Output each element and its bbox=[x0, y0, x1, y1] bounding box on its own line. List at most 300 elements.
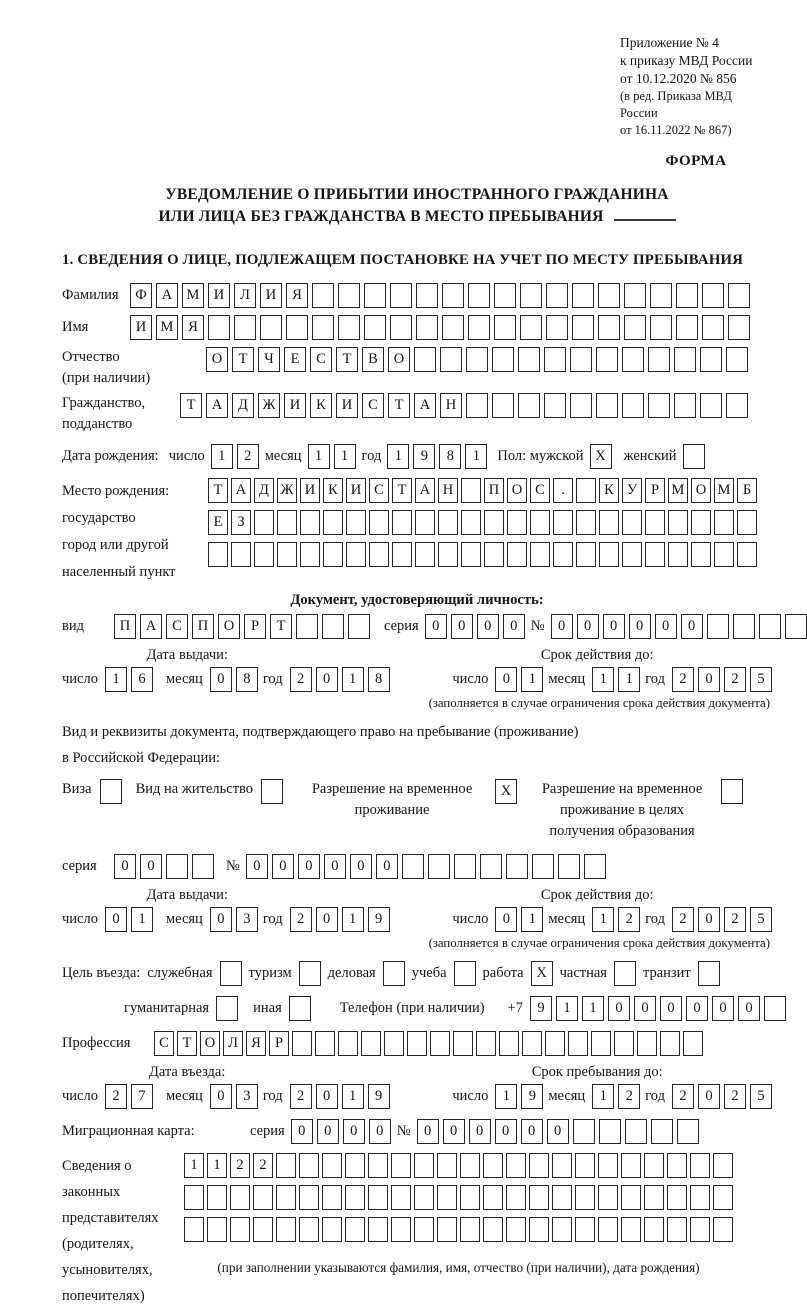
form-cell[interactable] bbox=[645, 542, 665, 567]
form-cell[interactable]: С bbox=[369, 478, 389, 503]
form-cell[interactable] bbox=[415, 510, 435, 535]
form-cell[interactable]: 2 bbox=[618, 1084, 640, 1109]
form-cell[interactable] bbox=[674, 347, 696, 372]
form-cell[interactable] bbox=[428, 854, 450, 879]
form-cell[interactable] bbox=[518, 393, 540, 418]
form-cell[interactable] bbox=[667, 1217, 687, 1242]
form-cell[interactable] bbox=[454, 961, 476, 986]
form-cell[interactable]: 6 bbox=[131, 667, 153, 692]
form-cell[interactable] bbox=[231, 542, 251, 567]
form-cell[interactable]: П bbox=[484, 478, 504, 503]
purpose-work-checkbox[interactable] bbox=[531, 961, 553, 986]
patronymic-cells[interactable] bbox=[206, 347, 748, 372]
form-cell[interactable] bbox=[622, 542, 642, 567]
form-cell[interactable] bbox=[437, 1217, 457, 1242]
form-cell[interactable]: А bbox=[415, 478, 435, 503]
form-cell[interactable]: 9 bbox=[368, 1084, 390, 1109]
form-cell[interactable]: А bbox=[231, 478, 251, 503]
form-cell[interactable]: К bbox=[599, 478, 619, 503]
purpose-other-checkbox[interactable] bbox=[289, 996, 311, 1021]
form-cell[interactable] bbox=[437, 1153, 457, 1178]
form-cell[interactable]: О bbox=[507, 478, 527, 503]
form-cell[interactable]: 0 bbox=[210, 907, 232, 932]
entry-year[interactable] bbox=[290, 1084, 390, 1109]
form-cell[interactable] bbox=[299, 1185, 319, 1210]
form-cell[interactable] bbox=[506, 854, 528, 879]
form-cell[interactable]: 5 bbox=[750, 667, 772, 692]
form-cell[interactable] bbox=[460, 1185, 480, 1210]
representatives-row2[interactable] bbox=[184, 1185, 733, 1210]
form-cell[interactable]: 0 bbox=[495, 1119, 517, 1144]
form-cell[interactable] bbox=[499, 1031, 519, 1056]
form-cell[interactable] bbox=[369, 510, 389, 535]
doc-series-cells[interactable] bbox=[425, 614, 525, 639]
form-cell[interactable] bbox=[299, 1153, 319, 1178]
form-cell[interactable]: 1 bbox=[556, 996, 578, 1021]
form-cell[interactable]: 0 bbox=[316, 1084, 338, 1109]
form-cell[interactable]: 1 bbox=[592, 907, 614, 932]
form-cell[interactable]: Я bbox=[246, 1031, 266, 1056]
form-cell[interactable] bbox=[322, 1185, 342, 1210]
form-cell[interactable] bbox=[544, 347, 566, 372]
form-cell[interactable] bbox=[576, 542, 596, 567]
form-cell[interactable]: 0 bbox=[660, 996, 682, 1021]
form-cell[interactable] bbox=[466, 393, 488, 418]
form-cell[interactable]: М bbox=[714, 478, 734, 503]
entry-day[interactable] bbox=[105, 1084, 153, 1109]
permit-issue-month[interactable] bbox=[210, 907, 258, 932]
form-cell[interactable]: 0 bbox=[140, 854, 162, 879]
form-cell[interactable] bbox=[414, 347, 436, 372]
sex-female-checkbox[interactable] bbox=[683, 444, 705, 469]
doc-expiry-day[interactable] bbox=[495, 667, 543, 692]
form-cell[interactable] bbox=[460, 1217, 480, 1242]
form-cell[interactable] bbox=[454, 854, 476, 879]
purpose-official-checkbox[interactable] bbox=[220, 961, 242, 986]
form-cell[interactable] bbox=[494, 315, 516, 340]
form-cell[interactable] bbox=[338, 283, 360, 308]
form-cell[interactable] bbox=[570, 347, 592, 372]
form-cell[interactable]: 0 bbox=[686, 996, 708, 1021]
form-cell[interactable] bbox=[208, 542, 228, 567]
form-cell[interactable]: 0 bbox=[350, 854, 372, 879]
form-cell[interactable] bbox=[676, 283, 698, 308]
form-cell[interactable] bbox=[506, 1185, 526, 1210]
form-cell[interactable]: А bbox=[156, 283, 178, 308]
form-cell[interactable] bbox=[596, 393, 618, 418]
form-cell[interactable] bbox=[648, 393, 670, 418]
form-cell[interactable] bbox=[683, 1031, 703, 1056]
form-cell[interactable] bbox=[598, 1153, 618, 1178]
form-cell[interactable]: 0 bbox=[317, 1119, 339, 1144]
form-cell[interactable] bbox=[369, 542, 389, 567]
form-cell[interactable] bbox=[184, 1217, 204, 1242]
form-cell[interactable] bbox=[644, 1217, 664, 1242]
form-cell[interactable] bbox=[520, 315, 542, 340]
permit-expiry-day[interactable] bbox=[495, 907, 543, 932]
form-cell[interactable]: 1 bbox=[308, 444, 330, 469]
form-cell[interactable] bbox=[383, 961, 405, 986]
form-cell[interactable]: 2 bbox=[230, 1153, 250, 1178]
stay-day[interactable] bbox=[495, 1084, 543, 1109]
form-cell[interactable]: 2 bbox=[672, 907, 694, 932]
form-cell[interactable]: Т bbox=[336, 347, 358, 372]
form-cell[interactable] bbox=[461, 478, 481, 503]
form-cell[interactable] bbox=[622, 510, 642, 535]
form-cell[interactable] bbox=[384, 1031, 404, 1056]
form-cell[interactable] bbox=[737, 542, 757, 567]
form-cell[interactable] bbox=[345, 1217, 365, 1242]
form-cell[interactable] bbox=[621, 1217, 641, 1242]
form-cell[interactable]: О bbox=[218, 614, 240, 639]
form-cell[interactable]: 0 bbox=[698, 1084, 720, 1109]
form-cell[interactable]: И bbox=[130, 315, 152, 340]
form-cell[interactable] bbox=[507, 510, 527, 535]
form-cell[interactable] bbox=[714, 510, 734, 535]
form-cell[interactable]: Д bbox=[254, 478, 274, 503]
form-cell[interactable] bbox=[414, 1217, 434, 1242]
form-cell[interactable] bbox=[315, 1031, 335, 1056]
form-cell[interactable] bbox=[438, 542, 458, 567]
form-cell[interactable] bbox=[368, 1185, 388, 1210]
form-cell[interactable] bbox=[621, 1185, 641, 1210]
purpose-humanitarian-checkbox[interactable] bbox=[216, 996, 238, 1021]
form-cell[interactable]: О bbox=[206, 347, 228, 372]
form-cell[interactable]: Ф bbox=[130, 283, 152, 308]
form-cell[interactable] bbox=[572, 315, 594, 340]
purpose-transit-checkbox[interactable] bbox=[698, 961, 720, 986]
form-cell[interactable]: 1 bbox=[465, 444, 487, 469]
residence-permit-checkbox[interactable] bbox=[261, 779, 283, 804]
form-cell[interactable]: А bbox=[140, 614, 162, 639]
form-cell[interactable]: М bbox=[182, 283, 204, 308]
form-cell[interactable] bbox=[483, 1153, 503, 1178]
form-cell[interactable]: 2 bbox=[724, 907, 746, 932]
form-cell[interactable]: А bbox=[414, 393, 436, 418]
form-cell[interactable] bbox=[322, 1217, 342, 1242]
migration-number-cells[interactable] bbox=[417, 1119, 699, 1144]
form-cell[interactable] bbox=[220, 961, 242, 986]
form-cell[interactable] bbox=[390, 283, 412, 308]
form-cell[interactable] bbox=[440, 347, 462, 372]
form-cell[interactable] bbox=[346, 510, 366, 535]
form-cell[interactable] bbox=[100, 779, 122, 804]
firstname-cells[interactable] bbox=[130, 315, 750, 340]
form-cell[interactable] bbox=[726, 393, 748, 418]
form-cell[interactable] bbox=[286, 315, 308, 340]
form-cell[interactable] bbox=[676, 315, 698, 340]
permit-number-cells[interactable] bbox=[246, 854, 606, 879]
doc-kind-cells[interactable] bbox=[114, 614, 370, 639]
form-cell[interactable] bbox=[414, 1185, 434, 1210]
form-cell[interactable] bbox=[254, 542, 274, 567]
form-cell[interactable]: К bbox=[323, 478, 343, 503]
form-cell[interactable] bbox=[166, 854, 188, 879]
stay-year[interactable] bbox=[672, 1084, 772, 1109]
form-cell[interactable] bbox=[644, 1153, 664, 1178]
form-cell[interactable]: О bbox=[388, 347, 410, 372]
form-cell[interactable] bbox=[468, 283, 490, 308]
form-cell[interactable]: 0 bbox=[210, 667, 232, 692]
form-cell[interactable] bbox=[391, 1153, 411, 1178]
form-cell[interactable]: 1 bbox=[342, 907, 364, 932]
form-cell[interactable]: И bbox=[346, 478, 366, 503]
form-cell[interactable]: 1 bbox=[105, 667, 127, 692]
form-cell[interactable]: X bbox=[531, 961, 553, 986]
form-cell[interactable] bbox=[300, 510, 320, 535]
form-cell[interactable]: 0 bbox=[246, 854, 268, 879]
form-cell[interactable]: 1 bbox=[582, 996, 604, 1021]
form-cell[interactable] bbox=[323, 542, 343, 567]
form-cell[interactable] bbox=[572, 283, 594, 308]
form-cell[interactable]: 0 bbox=[417, 1119, 439, 1144]
form-cell[interactable]: 0 bbox=[712, 996, 734, 1021]
form-cell[interactable] bbox=[596, 347, 618, 372]
form-cell[interactable]: П bbox=[114, 614, 136, 639]
form-cell[interactable] bbox=[184, 1185, 204, 1210]
form-cell[interactable]: Ч bbox=[258, 347, 280, 372]
form-cell[interactable] bbox=[532, 854, 554, 879]
form-cell[interactable]: 1 bbox=[521, 667, 543, 692]
form-cell[interactable] bbox=[707, 614, 729, 639]
form-cell[interactable] bbox=[624, 315, 646, 340]
form-cell[interactable] bbox=[492, 347, 514, 372]
form-cell[interactable] bbox=[785, 614, 807, 639]
form-cell[interactable] bbox=[660, 1031, 680, 1056]
form-cell[interactable] bbox=[530, 510, 550, 535]
birthdate-month-cells[interactable] bbox=[308, 444, 356, 469]
form-cell[interactable] bbox=[234, 315, 256, 340]
form-cell[interactable]: Ж bbox=[258, 393, 280, 418]
migration-series-cells[interactable] bbox=[291, 1119, 391, 1144]
form-cell[interactable] bbox=[674, 393, 696, 418]
form-cell[interactable] bbox=[576, 510, 596, 535]
form-cell[interactable] bbox=[437, 1185, 457, 1210]
form-cell[interactable]: 0 bbox=[291, 1119, 313, 1144]
form-cell[interactable] bbox=[506, 1217, 526, 1242]
form-cell[interactable] bbox=[392, 510, 412, 535]
form-cell[interactable] bbox=[322, 614, 344, 639]
form-cell[interactable]: 2 bbox=[618, 907, 640, 932]
form-cell[interactable]: 0 bbox=[443, 1119, 465, 1144]
form-cell[interactable]: 9 bbox=[413, 444, 435, 469]
form-cell[interactable]: Б bbox=[737, 478, 757, 503]
form-cell[interactable] bbox=[691, 510, 711, 535]
form-cell[interactable] bbox=[390, 315, 412, 340]
form-cell[interactable]: Я bbox=[286, 283, 308, 308]
form-cell[interactable]: Т bbox=[180, 393, 202, 418]
form-cell[interactable] bbox=[361, 1031, 381, 1056]
form-cell[interactable] bbox=[407, 1031, 427, 1056]
form-cell[interactable]: 0 bbox=[698, 667, 720, 692]
form-cell[interactable] bbox=[207, 1217, 227, 1242]
form-cell[interactable]: Т bbox=[270, 614, 292, 639]
form-cell[interactable] bbox=[299, 961, 321, 986]
form-cell[interactable]: З bbox=[231, 510, 251, 535]
form-cell[interactable]: 1 bbox=[387, 444, 409, 469]
form-cell[interactable]: 1 bbox=[211, 444, 233, 469]
entry-month[interactable] bbox=[210, 1084, 258, 1109]
form-cell[interactable]: 3 bbox=[236, 1084, 258, 1109]
form-cell[interactable] bbox=[276, 1217, 296, 1242]
form-cell[interactable] bbox=[690, 1153, 710, 1178]
form-cell[interactable]: 2 bbox=[290, 1084, 312, 1109]
form-cell[interactable]: 0 bbox=[551, 614, 573, 639]
doc-expiry-year[interactable] bbox=[672, 667, 772, 692]
form-cell[interactable] bbox=[614, 961, 636, 986]
form-cell[interactable] bbox=[492, 393, 514, 418]
form-cell[interactable] bbox=[650, 315, 672, 340]
form-cell[interactable]: 8 bbox=[439, 444, 461, 469]
form-cell[interactable] bbox=[576, 478, 596, 503]
form-cell[interactable]: 0 bbox=[503, 614, 525, 639]
form-cell[interactable] bbox=[483, 1185, 503, 1210]
form-cell[interactable] bbox=[277, 510, 297, 535]
temp-residence-checkbox[interactable] bbox=[495, 779, 517, 804]
form-cell[interactable]: X bbox=[495, 779, 517, 804]
form-cell[interactable]: 0 bbox=[343, 1119, 365, 1144]
form-cell[interactable] bbox=[599, 542, 619, 567]
form-cell[interactable] bbox=[726, 347, 748, 372]
form-cell[interactable] bbox=[414, 1153, 434, 1178]
form-cell[interactable]: Т bbox=[392, 478, 412, 503]
form-cell[interactable] bbox=[584, 854, 606, 879]
form-cell[interactable]: Л bbox=[223, 1031, 243, 1056]
surname-cells[interactable] bbox=[130, 283, 750, 308]
form-cell[interactable]: А bbox=[206, 393, 228, 418]
form-cell[interactable]: 1 bbox=[184, 1153, 204, 1178]
form-cell[interactable] bbox=[714, 542, 734, 567]
temp-residence-education-checkbox[interactable] bbox=[721, 779, 743, 804]
form-cell[interactable] bbox=[713, 1185, 733, 1210]
form-cell[interactable]: С bbox=[166, 614, 188, 639]
form-cell[interactable] bbox=[637, 1031, 657, 1056]
form-cell[interactable]: 0 bbox=[655, 614, 677, 639]
form-cell[interactable]: 2 bbox=[724, 667, 746, 692]
phone-cells[interactable] bbox=[530, 996, 786, 1021]
form-cell[interactable]: Т bbox=[208, 478, 228, 503]
doc-expiry-month[interactable] bbox=[592, 667, 640, 692]
form-cell[interactable] bbox=[292, 1031, 312, 1056]
form-cell[interactable] bbox=[667, 1153, 687, 1178]
form-cell[interactable] bbox=[599, 1119, 621, 1144]
stay-month[interactable] bbox=[592, 1084, 640, 1109]
form-cell[interactable] bbox=[461, 510, 481, 535]
birthdate-year-cells[interactable] bbox=[387, 444, 487, 469]
form-cell[interactable]: И bbox=[300, 478, 320, 503]
form-cell[interactable] bbox=[544, 393, 566, 418]
form-cell[interactable]: 0 bbox=[451, 614, 473, 639]
permit-expiry-month[interactable] bbox=[592, 907, 640, 932]
form-cell[interactable] bbox=[691, 542, 711, 567]
form-cell[interactable] bbox=[668, 542, 688, 567]
form-cell[interactable]: 0 bbox=[298, 854, 320, 879]
form-cell[interactable]: 0 bbox=[316, 907, 338, 932]
form-cell[interactable]: Р bbox=[244, 614, 266, 639]
form-cell[interactable] bbox=[254, 510, 274, 535]
form-cell[interactable]: М bbox=[156, 315, 178, 340]
permit-expiry-year[interactable] bbox=[672, 907, 772, 932]
form-cell[interactable] bbox=[364, 315, 386, 340]
form-cell[interactable]: С bbox=[362, 393, 384, 418]
form-cell[interactable] bbox=[230, 1217, 250, 1242]
form-cell[interactable] bbox=[573, 1119, 595, 1144]
permit-series-cells[interactable] bbox=[114, 854, 214, 879]
form-cell[interactable]: 0 bbox=[608, 996, 630, 1021]
form-cell[interactable] bbox=[391, 1185, 411, 1210]
form-cell[interactable]: 0 bbox=[114, 854, 136, 879]
birthplace-row1[interactable] bbox=[208, 478, 757, 503]
form-cell[interactable] bbox=[702, 315, 724, 340]
form-cell[interactable]: 0 bbox=[376, 854, 398, 879]
form-cell[interactable] bbox=[700, 393, 722, 418]
form-cell[interactable]: 9 bbox=[521, 1084, 543, 1109]
form-cell[interactable] bbox=[598, 283, 620, 308]
form-cell[interactable] bbox=[494, 283, 516, 308]
form-cell[interactable] bbox=[416, 315, 438, 340]
form-cell[interactable] bbox=[520, 283, 542, 308]
form-cell[interactable] bbox=[348, 614, 370, 639]
form-cell[interactable] bbox=[553, 510, 573, 535]
purpose-business-checkbox[interactable] bbox=[383, 961, 405, 986]
form-cell[interactable] bbox=[253, 1185, 273, 1210]
form-cell[interactable]: С bbox=[310, 347, 332, 372]
form-cell[interactable] bbox=[698, 961, 720, 986]
form-cell[interactable] bbox=[575, 1185, 595, 1210]
form-cell[interactable] bbox=[529, 1185, 549, 1210]
form-cell[interactable]: У bbox=[622, 478, 642, 503]
form-cell[interactable]: И bbox=[336, 393, 358, 418]
form-cell[interactable]: П bbox=[192, 614, 214, 639]
form-cell[interactable]: Р bbox=[269, 1031, 289, 1056]
form-cell[interactable] bbox=[677, 1119, 699, 1144]
form-cell[interactable]: 0 bbox=[629, 614, 651, 639]
form-cell[interactable] bbox=[345, 1153, 365, 1178]
form-cell[interactable]: 0 bbox=[210, 1084, 232, 1109]
form-cell[interactable]: 1 bbox=[521, 907, 543, 932]
form-cell[interactable]: И bbox=[284, 393, 306, 418]
form-cell[interactable] bbox=[345, 1185, 365, 1210]
form-cell[interactable] bbox=[558, 854, 580, 879]
form-cell[interactable]: 8 bbox=[236, 667, 258, 692]
form-cell[interactable] bbox=[552, 1153, 572, 1178]
permit-issue-day[interactable] bbox=[105, 907, 153, 932]
form-cell[interactable] bbox=[299, 1217, 319, 1242]
form-cell[interactable]: 0 bbox=[316, 667, 338, 692]
form-cell[interactable]: 0 bbox=[521, 1119, 543, 1144]
form-cell[interactable] bbox=[392, 542, 412, 567]
form-cell[interactable] bbox=[506, 1153, 526, 1178]
form-cell[interactable] bbox=[575, 1217, 595, 1242]
doc-issue-day[interactable] bbox=[105, 667, 153, 692]
form-cell[interactable] bbox=[598, 315, 620, 340]
form-cell[interactable]: 0 bbox=[634, 996, 656, 1021]
form-cell[interactable] bbox=[208, 315, 230, 340]
birthplace-row3[interactable] bbox=[208, 542, 757, 567]
form-cell[interactable] bbox=[430, 1031, 450, 1056]
form-cell[interactable]: 2 bbox=[253, 1153, 273, 1178]
form-cell[interactable] bbox=[300, 542, 320, 567]
form-cell[interactable] bbox=[364, 283, 386, 308]
form-cell[interactable] bbox=[552, 1217, 572, 1242]
form-cell[interactable]: 2 bbox=[724, 1084, 746, 1109]
form-cell[interactable] bbox=[312, 283, 334, 308]
form-cell[interactable] bbox=[650, 283, 672, 308]
form-cell[interactable]: К bbox=[310, 393, 332, 418]
citizenship-cells[interactable] bbox=[180, 393, 748, 418]
form-cell[interactable] bbox=[507, 542, 527, 567]
form-cell[interactable] bbox=[713, 1153, 733, 1178]
